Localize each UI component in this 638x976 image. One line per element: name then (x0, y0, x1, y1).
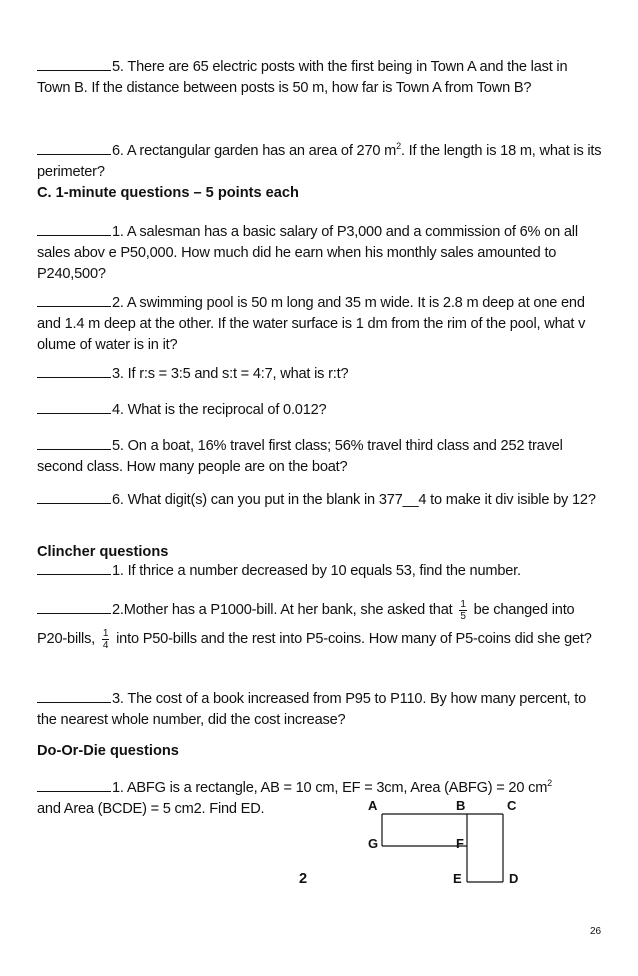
page-number: 26 (590, 926, 602, 937)
vertex-label-b: B (456, 798, 466, 813)
question-text: A rectangular garden has an area of 270 m (126, 143, 397, 159)
question-number: 5. (112, 59, 124, 75)
answer-blank[interactable] (37, 599, 111, 614)
question-number: 5. (112, 438, 124, 454)
answer-blank[interactable] (37, 56, 111, 71)
fraction-denominator: 5 (460, 610, 466, 622)
question-b5 (37, 56, 603, 99)
question-c6 (37, 489, 603, 511)
superscript: 2 (396, 141, 401, 152)
question-text: If r:s = 3:5 and s:t = 4:7, what is r:t? (127, 366, 349, 382)
question-text: What is the reciprocal of 0.012? (127, 402, 327, 418)
fraction-one-fourth (102, 628, 109, 651)
answer-blank[interactable] (37, 399, 111, 414)
question-text: The cost of a book increased from P95 to P110. By how many percent, to the nearest whole number, did the cost increase? (37, 691, 587, 728)
superscript: 2 (547, 778, 552, 789)
answer-blank[interactable] (37, 140, 111, 155)
question-text: A swimming pool is 50 m long and 35 m wide. It is 2.8 m deep at one end and 1.4 m deep at the other. If the water surface is 1 dm from the rim of the pool, what v olume of water is in it? (37, 295, 586, 353)
vertex-label-e: E (453, 871, 462, 886)
answer-blank[interactable] (37, 435, 111, 450)
question-text: ABFG is a rectangle, AB = 10 cm, EF = 3cm, Area (ABFG) = 20 cm (126, 780, 548, 796)
section-marker: 2 (299, 871, 308, 887)
question-text: Mother has a P1000-bill. At her bank, she asked that (123, 602, 453, 618)
question-number: 1. (112, 780, 124, 796)
question-text: A salesman has a basic salary of P3,000 and a commission of 6% on all sales abov e P50,000. How much did he earn when his monthly sales amounted to P240,500? (37, 224, 578, 282)
question-text: into P50-bills and the rest into P5-coins. How many of P5-coins did she get? (116, 631, 592, 647)
question-clincher-1 (37, 560, 603, 582)
question-text: If thrice a number decreased by 10 equals 53, find the number. (127, 563, 521, 579)
question-c4 (37, 399, 603, 421)
answer-blank[interactable] (37, 777, 111, 792)
question-b6 (37, 140, 603, 183)
vertex-label-g: G (368, 836, 379, 851)
question-text: There are 65 electric posts with the first being in Town A and the last in Town B. If the distance between posts is 50 m, how far is Town A from Town B? (37, 59, 568, 96)
answer-blank[interactable] (37, 292, 111, 307)
question-clincher-3 (37, 688, 603, 731)
question-text: What digit(s) can you put in the blank in 377__4 to make it div isible by 12? (127, 492, 596, 508)
clincher-heading: Clincher questions (37, 544, 169, 560)
question-text: be changed into P20-bills, (37, 602, 575, 647)
question-number: 2. (112, 602, 124, 618)
question-number: 3. (112, 366, 124, 382)
vertex-label-d: D (509, 871, 519, 886)
answer-blank[interactable] (37, 489, 111, 504)
vertex-label-a: A (368, 798, 378, 813)
question-number: 1. (112, 563, 124, 579)
question-text: . If the length is 18 m, what is its perimeter? (37, 143, 602, 180)
answer-blank[interactable] (37, 221, 111, 236)
fraction-denominator: 4 (102, 639, 109, 651)
answer-blank[interactable] (37, 363, 111, 378)
question-c5 (37, 435, 603, 478)
vertex-label-c: C (507, 798, 517, 813)
question-number: 6. (112, 492, 124, 508)
fraction-numerator: 1 (460, 598, 466, 610)
do-or-die-heading: Do-Or-Die questions (37, 743, 179, 759)
rectangle-figure (360, 796, 530, 892)
answer-blank[interactable] (37, 688, 111, 703)
answer-blank[interactable] (37, 560, 111, 575)
question-number: 1. (112, 224, 124, 240)
question-c2 (37, 292, 603, 356)
section-c-heading: C. 1-minute questions – 5 points each (37, 185, 299, 201)
question-clincher-2 (37, 596, 603, 654)
question-text: On a boat, 16% travel first class; 56% travel third class and 252 travel second class. How many people are on the boat? (37, 438, 563, 475)
fraction-numerator: 1 (102, 627, 109, 639)
question-number: 4. (112, 402, 124, 418)
rectangle-diagram (360, 796, 530, 892)
vertex-label-f: F (456, 836, 464, 851)
question-c3 (37, 363, 603, 385)
fraction-one-fifth (459, 599, 466, 622)
question-number: 3. (112, 691, 124, 707)
question-c1 (37, 221, 603, 285)
question-text: and Area (BCDE) = 5 cm2. Find ED. (37, 801, 265, 817)
question-number: 6. (112, 143, 124, 159)
question-number: 2. (112, 295, 124, 311)
